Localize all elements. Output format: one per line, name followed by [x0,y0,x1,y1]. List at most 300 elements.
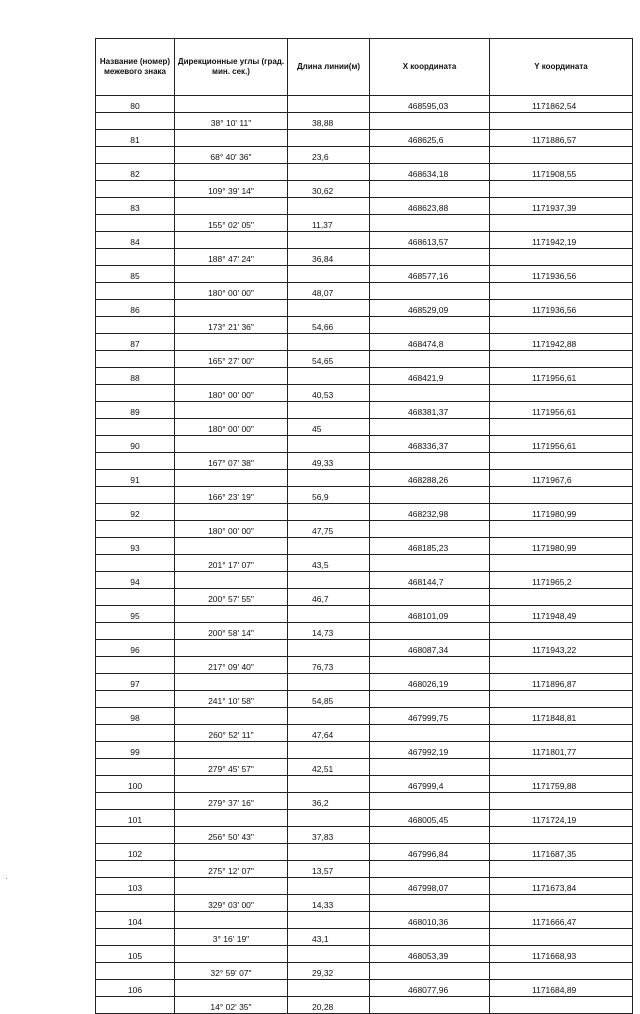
direction-angle: 200° 57' 55" [175,589,288,606]
x-coordinate: 468595,03 [370,96,490,113]
empty-cell [288,368,370,385]
point-name: 104 [96,912,175,929]
empty-cell [490,419,633,436]
line-length: 20,28 [288,997,370,1014]
direction-angle: 166° 23' 19" [175,487,288,504]
line-length: 36,84 [288,249,370,266]
empty-cell [96,419,175,436]
segment-row [96,453,633,470]
point-name: 101 [96,810,175,827]
empty-cell [175,368,288,385]
empty-cell [288,436,370,453]
segment-row [96,147,633,164]
empty-cell [288,742,370,759]
empty-cell [490,997,633,1014]
line-length: 49,33 [288,453,370,470]
empty-cell [490,895,633,912]
segment-row [96,657,633,674]
empty-cell [288,300,370,317]
empty-cell [490,793,633,810]
direction-angle: 279° 37' 16" [175,793,288,810]
point-row [96,742,633,759]
empty-cell [96,215,175,232]
direction-angle: 155° 02' 05" [175,215,288,232]
y-coordinate: 1171896,87 [490,674,633,691]
y-coordinate: 1171848,81 [490,708,633,725]
empty-cell [96,963,175,980]
header-row [96,39,633,96]
point-name: 102 [96,844,175,861]
direction-angle: 165° 27' 00" [175,351,288,368]
empty-cell [175,912,288,929]
segment-row [96,249,633,266]
segment-row [96,521,633,538]
line-length: 11,37 [288,215,370,232]
x-coordinate: 468474,8 [370,334,490,351]
segment-row [96,929,633,946]
point-row [96,572,633,589]
point-row [96,538,633,555]
y-coordinate: 1171943,22 [490,640,633,657]
line-length: 45 [288,419,370,436]
empty-cell [96,487,175,504]
segment-row [96,759,633,776]
empty-cell [175,572,288,589]
x-coordinate: 468005,45 [370,810,490,827]
x-coordinate: 468053,39 [370,946,490,963]
y-coordinate: 1171956,61 [490,368,633,385]
point-name: 98 [96,708,175,725]
y-coordinate: 1171942,88 [490,334,633,351]
line-length: 42,51 [288,759,370,776]
x-coordinate: 468625,6 [370,130,490,147]
empty-cell [370,317,490,334]
x-coordinate: 467998,07 [370,878,490,895]
header-length: Длина линии(м) [288,39,370,96]
empty-cell [175,606,288,623]
line-length: 40,53 [288,385,370,402]
direction-angle: 329° 03' 00" [175,895,288,912]
empty-cell [175,878,288,895]
empty-cell [96,759,175,776]
direction-angle: 275° 12' 07" [175,861,288,878]
empty-cell [288,912,370,929]
empty-cell [288,334,370,351]
direction-angle: 180° 00' 00" [175,283,288,300]
point-row [96,198,633,215]
empty-cell [490,555,633,572]
point-row [96,368,633,385]
y-coordinate: 1171956,61 [490,436,633,453]
empty-cell [288,504,370,521]
x-coordinate: 468623,88 [370,198,490,215]
empty-cell [288,266,370,283]
direction-angle: 200° 58' 14" [175,623,288,640]
point-name: 90 [96,436,175,453]
segment-row [96,215,633,232]
empty-cell [96,895,175,912]
y-coordinate: 1171759,88 [490,776,633,793]
segment-row [96,793,633,810]
point-name: 96 [96,640,175,657]
point-row [96,912,633,929]
segment-row [96,113,633,130]
point-name: 85 [96,266,175,283]
x-coordinate: 467996,84 [370,844,490,861]
empty-cell [370,759,490,776]
segment-row [96,623,633,640]
empty-cell [490,861,633,878]
line-length: 46,7 [288,589,370,606]
empty-cell [96,181,175,198]
empty-cell [175,402,288,419]
point-row [96,164,633,181]
empty-cell [288,606,370,623]
segment-row [96,351,633,368]
empty-cell [96,589,175,606]
empty-cell [490,385,633,402]
empty-cell [175,980,288,997]
line-length: 30,62 [288,181,370,198]
empty-cell [175,844,288,861]
empty-cell [288,402,370,419]
empty-cell [288,946,370,963]
line-length: 43,5 [288,555,370,572]
point-row [96,878,633,895]
point-name: 87 [96,334,175,351]
empty-cell [490,827,633,844]
x-coordinate: 468613,57 [370,232,490,249]
empty-cell [175,436,288,453]
x-coordinate: 468026,19 [370,674,490,691]
empty-cell [175,946,288,963]
empty-cell [370,147,490,164]
point-name: 83 [96,198,175,215]
x-coordinate: 467999,4 [370,776,490,793]
point-name: 105 [96,946,175,963]
empty-cell [175,538,288,555]
direction-angle: 32° 59' 07" [175,963,288,980]
segment-row [96,317,633,334]
direction-angle: 14° 02' 35" [175,997,288,1014]
empty-cell [96,317,175,334]
point-name: 88 [96,368,175,385]
empty-cell [490,623,633,640]
empty-cell [96,283,175,300]
point-row [96,266,633,283]
empty-cell [370,895,490,912]
segment-row [96,725,633,742]
point-row [96,96,633,113]
line-length: 37,83 [288,827,370,844]
empty-cell [490,929,633,946]
x-coordinate: 468185,23 [370,538,490,555]
direction-angle: 260° 52' 11" [175,725,288,742]
x-coordinate: 468288,26 [370,470,490,487]
empty-cell [370,283,490,300]
empty-cell [175,198,288,215]
y-coordinate: 1171948,49 [490,606,633,623]
empty-cell [490,147,633,164]
x-coordinate: 468077,96 [370,980,490,997]
empty-cell [490,759,633,776]
segment-row [96,589,633,606]
segment-row [96,827,633,844]
point-row [96,232,633,249]
y-coordinate: 1171937,39 [490,198,633,215]
empty-cell [370,521,490,538]
empty-cell [370,793,490,810]
line-length: 54,65 [288,351,370,368]
empty-cell [96,555,175,572]
point-row [96,810,633,827]
direction-angle: 279° 45' 57" [175,759,288,776]
x-coordinate: 468232,98 [370,504,490,521]
empty-cell [288,980,370,997]
empty-cell [490,963,633,980]
empty-cell [490,725,633,742]
direction-angle: 180° 00' 00" [175,385,288,402]
y-coordinate: 1171908,55 [490,164,633,181]
empty-cell [175,164,288,181]
empty-cell [370,929,490,946]
empty-cell [288,198,370,215]
empty-cell [288,878,370,895]
direction-angle: 167° 07' 38" [175,453,288,470]
x-coordinate: 468577,16 [370,266,490,283]
line-length: 48,07 [288,283,370,300]
empty-cell [96,827,175,844]
y-coordinate: 1171886,57 [490,130,633,147]
empty-cell [96,657,175,674]
empty-cell [490,521,633,538]
coordinates-sheet [95,38,632,1014]
empty-cell [288,130,370,147]
point-name: 92 [96,504,175,521]
scan-speck [6,878,7,879]
direction-angle: 180° 00' 00" [175,419,288,436]
segment-row [96,419,633,436]
x-coordinate: 468421,9 [370,368,490,385]
y-coordinate: 1171936,56 [490,300,633,317]
empty-cell [370,657,490,674]
point-name: 95 [96,606,175,623]
point-row [96,470,633,487]
empty-cell [370,589,490,606]
segment-row [96,487,633,504]
empty-cell [96,351,175,368]
direction-angle: 109° 39' 14" [175,181,288,198]
empty-cell [370,827,490,844]
point-name: 93 [96,538,175,555]
x-coordinate: 468144,7 [370,572,490,589]
line-length: 29,32 [288,963,370,980]
line-length: 38,88 [288,113,370,130]
empty-cell [288,776,370,793]
empty-cell [175,266,288,283]
empty-cell [288,708,370,725]
line-length: 23,6 [288,147,370,164]
y-coordinate: 1171942,19 [490,232,633,249]
x-coordinate: 467999,75 [370,708,490,725]
empty-cell [370,453,490,470]
empty-cell [96,249,175,266]
empty-cell [96,793,175,810]
empty-cell [370,861,490,878]
point-row [96,776,633,793]
empty-cell [96,861,175,878]
empty-cell [490,283,633,300]
line-length: 13,57 [288,861,370,878]
point-row [96,436,633,453]
y-coordinate: 1171687,35 [490,844,633,861]
empty-cell [370,725,490,742]
segment-row [96,895,633,912]
empty-cell [490,487,633,504]
point-name: 106 [96,980,175,997]
direction-angle: 188° 47' 24" [175,249,288,266]
header-angle: Дирекционные углы (град. мин. сек.) [175,39,288,96]
table-body [96,96,633,1014]
direction-angle: 256° 50' 43" [175,827,288,844]
empty-cell [370,385,490,402]
line-length: 47,75 [288,521,370,538]
empty-cell [175,776,288,793]
empty-cell [370,963,490,980]
empty-cell [96,623,175,640]
point-row [96,130,633,147]
empty-cell [490,113,633,130]
empty-cell [175,334,288,351]
segment-row [96,997,633,1014]
point-name: 81 [96,130,175,147]
point-row [96,504,633,521]
empty-cell [288,844,370,861]
point-name: 100 [96,776,175,793]
point-row [96,980,633,997]
x-coordinate: 468087,34 [370,640,490,657]
y-coordinate: 1171684,89 [490,980,633,997]
header-name: Название (номер) межевого знака [96,39,175,96]
point-row [96,606,633,623]
empty-cell [490,589,633,606]
empty-cell [288,810,370,827]
y-coordinate: 1171801,77 [490,742,633,759]
direction-angle: 38° 10' 11" [175,113,288,130]
empty-cell [370,215,490,232]
empty-cell [288,470,370,487]
empty-cell [370,623,490,640]
empty-cell [370,249,490,266]
empty-cell [175,742,288,759]
point-name: 97 [96,674,175,691]
empty-cell [490,351,633,368]
empty-cell [288,538,370,555]
segment-row [96,385,633,402]
segment-row [96,963,633,980]
direction-angle: 3° 16' 19" [175,929,288,946]
empty-cell [288,96,370,113]
direction-angle: 217° 09' 40" [175,657,288,674]
point-row [96,674,633,691]
empty-cell [490,215,633,232]
empty-cell [490,317,633,334]
empty-cell [175,810,288,827]
x-coordinate: 468634,18 [370,164,490,181]
line-length: 54,85 [288,691,370,708]
empty-cell [96,929,175,946]
line-length: 43,1 [288,929,370,946]
empty-cell [370,181,490,198]
point-row [96,844,633,861]
empty-cell [490,249,633,266]
empty-cell [370,113,490,130]
empty-cell [370,997,490,1014]
point-row [96,640,633,657]
empty-cell [96,997,175,1014]
empty-cell [288,674,370,691]
y-coordinate: 1171668,93 [490,946,633,963]
empty-cell [96,691,175,708]
empty-cell [490,181,633,198]
y-coordinate: 1171862,54 [490,96,633,113]
point-row [96,708,633,725]
line-length: 47,64 [288,725,370,742]
y-coordinate: 1171956,61 [490,402,633,419]
segment-row [96,283,633,300]
empty-cell [96,147,175,164]
segment-row [96,555,633,572]
empty-cell [96,453,175,470]
empty-cell [288,232,370,249]
segment-row [96,861,633,878]
point-name: 84 [96,232,175,249]
empty-cell [288,640,370,657]
point-name: 86 [96,300,175,317]
empty-cell [370,555,490,572]
empty-cell [175,470,288,487]
y-coordinate: 1171666,47 [490,912,633,929]
segment-row [96,181,633,198]
y-coordinate: 1171724,19 [490,810,633,827]
point-name: 80 [96,96,175,113]
point-row [96,402,633,419]
line-length: 14,73 [288,623,370,640]
x-coordinate: 468336,37 [370,436,490,453]
empty-cell [96,725,175,742]
point-row [96,300,633,317]
y-coordinate: 1171965,2 [490,572,633,589]
point-name: 99 [96,742,175,759]
line-length: 76,73 [288,657,370,674]
empty-cell [175,130,288,147]
boundary-coordinates-table [95,38,633,1014]
empty-cell [175,96,288,113]
empty-cell [370,487,490,504]
empty-cell [490,691,633,708]
x-coordinate: 468529,09 [370,300,490,317]
empty-cell [96,113,175,130]
point-row [96,946,633,963]
empty-cell [96,385,175,402]
empty-cell [288,572,370,589]
y-coordinate: 1171936,56 [490,266,633,283]
line-length: 54,66 [288,317,370,334]
empty-cell [288,164,370,181]
empty-cell [175,640,288,657]
header-x: X координата [370,39,490,96]
empty-cell [370,691,490,708]
